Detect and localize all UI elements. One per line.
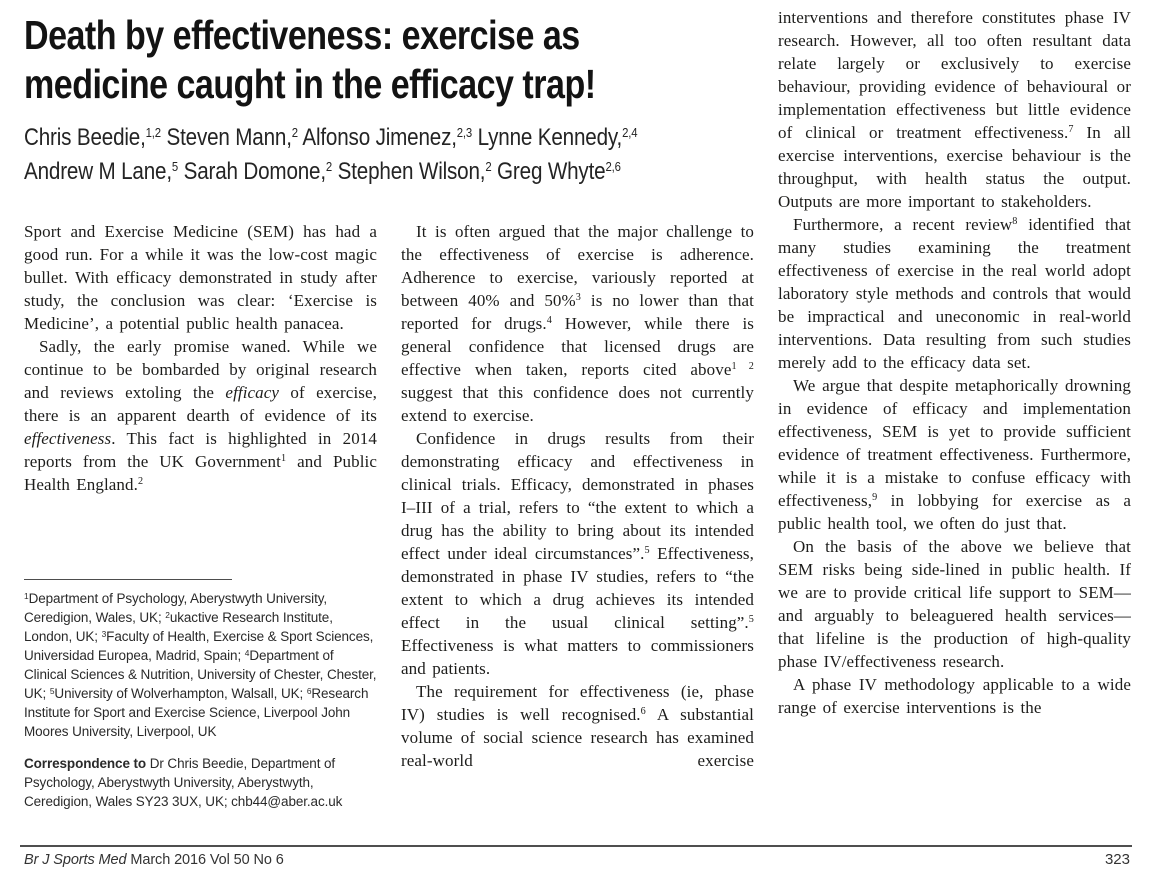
article-title (24, 11, 772, 109)
author-byline (24, 121, 772, 189)
affiliation-text: $^1$Department of Psychology, Aberystwyth University, Ceredigion, Wales, UK; $^2$ukactive Research Institute, London, UK; $^3$Faculty of Health, Exercise & Sport Sciences, Universidad Europea, Madrid, Spain; $^4$Department of Clinical Sciences & Nutrition, University of Chester, Chester, UK; $^5$University of Wolverhampton, Walsall, UK; $^6$Research Institute for Sport and Exercise Science, Liverpool John Moores University, Liverpool, UK (24, 590, 377, 739)
paragraph: Furthermore, a recent review$^8$ identified that many studies examining the treatment effectiveness of exercise in the real world adopt laboratory style methods and controls that would be impractical and uneconomic in real-world interventions. Data resulting from such studies merely add to the efficacy data set. (778, 215, 1131, 372)
paragraph: It is often argued that the major challenge to the effectiveness of exercise is adherence. Adherence to exercise, variously reported at between 40% and 50%$^3$ is no lower than that reported for drugs.$^4$ However, while there is general confidence that licensed drugs are effective when taken, reports cited above$^{1 2}$ suggest that this confidence does not currently extend to exercise. (401, 222, 754, 425)
paragraph: A phase IV methodology applicable to a wide range of exercise interventions is the (778, 675, 1131, 717)
column-right (778, 6, 1131, 719)
title-line: medicine caught in the efficacy trap! (24, 61, 596, 107)
journal-citation: Br J Sports Med March 2016 Vol 50 No 6 (24, 852, 284, 868)
column-left (24, 220, 377, 496)
title-line-wrap (24, 11, 772, 60)
paragraph: Sport and Exercise Medicine (SEM) has had a good run. For a while it was the low-cost magic bullet. With efficacy demonstrated in study after study, the conclusion was clear: ‘Exercise is Medicine’, a potential public health panacea. (24, 222, 377, 333)
footer-divider (20, 845, 1132, 847)
page-number: 323 (1104, 851, 1130, 868)
author-line: Andrew M Lane,$^5$ Sarah Domone,$^2$ Stephen Wilson,$^2$ Greg Whyte$^{2,6}$ (24, 158, 621, 185)
correspondence-text: Correspondence to Dr Chris Beedie, Department of Psychology, Aberystwyth University, Aberystwyth, Ceredigion, Wales SY23 3UX, UK; chb44@aber.ac.uk (24, 756, 343, 809)
paragraph: Confidence in drugs results from their demonstrating efficacy and effectiveness in clinical trials. Efficacy, demonstrated in phases I–III of a trial, refers to “the extent to which a drug has the ability to bring about its intended effect under ideal circumstances”.$^5$ Effectiveness, demonstrated in phase IV studies, refers to “the extent to which a drug achieves its intended effect in the usual clinical setting”.$^5$ Effectiveness is what matters to commissioners and patients. (401, 429, 754, 678)
title-line-wrap (24, 60, 772, 109)
paragraph: Sadly, the early promise waned. While we continue to be bombarded by original research and reviews extoling the efficacy of exercise, there is an apparent dearth of evidence of its effectiveness. This fact is highlighted in 2014 reports from the UK Government$^1$ and Public Health England.$^2$ (24, 337, 377, 494)
paragraph: The requirement for effectiveness (ie, phase IV) studies is well recognised.$^6$ A substantial volume of social science research has examined real-world exercise (401, 682, 754, 770)
affiliations-footnote (24, 579, 377, 811)
author-line: Chris Beedie,$^{1,2}$ Steven Mann,$^2$ Alfonso Jimenez,$^{2,3}$ Lynne Kennedy,$^{2,4}$ (24, 124, 638, 151)
author-line-wrap (24, 155, 772, 189)
footnote-divider (24, 579, 232, 580)
column-middle (401, 220, 754, 772)
paragraph: On the basis of the above we believe that SEM risks being side-lined in public health. If we are to provide critical life support to SEM—and arguably to beleaguered health services—that lifeline is the production of high-quality phase IV/effectiveness research. (778, 537, 1131, 671)
paragraph: We argue that despite metaphorically drowning in evidence of efficacy and implementation effectiveness, SEM is yet to provide sufficient evidence of treatment effectiveness. Furthermore, while it is a mistake to confuse efficacy with effectiveness,$^9$ in lobbying for exercise as a public health tool, we often do just that. (778, 376, 1131, 533)
title-line: Death by effectiveness: exercise as (24, 12, 580, 58)
paragraph: interventions and therefore constitutes phase IV research. However, all too often resultant data relate largely or exclusively to exercise behaviour, providing evidence of behavioural or implementation effectiveness but little evidence of clinical or treatment effectiveness.$^7$ In all exercise interventions, exercise behaviour is the throughput, with health status the output. Outputs are more important to stakeholders. (778, 8, 1131, 211)
author-line-wrap (24, 121, 772, 155)
